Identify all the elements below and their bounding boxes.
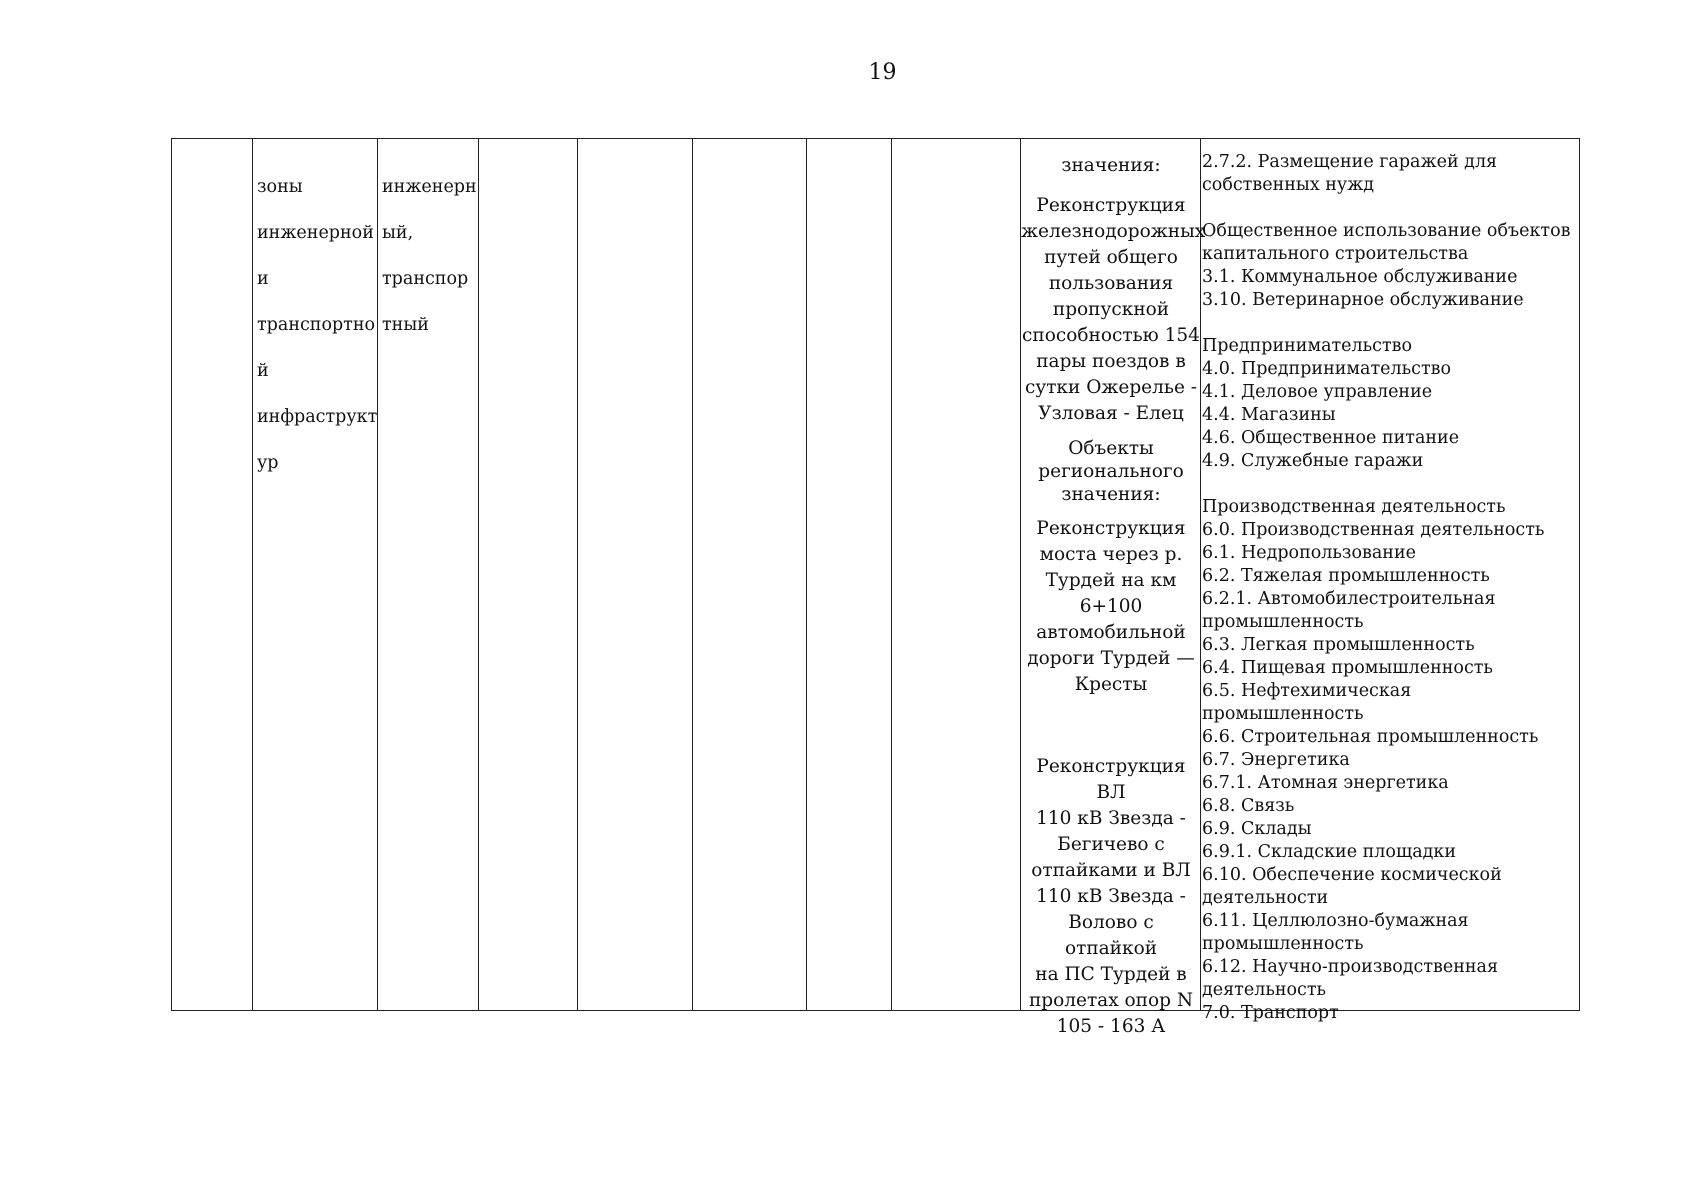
use-group: [1202, 496, 1577, 1025]
table-column-5: [578, 139, 693, 1010]
object-block: [1021, 153, 1201, 179]
object-block: [1021, 516, 1201, 698]
use-line: 7.0. Транспорт: [1202, 1003, 1339, 1023]
cell-line: 105 - 163 А: [1056, 1016, 1166, 1037]
cell-line: 110 кВ Звезда -: [1036, 808, 1186, 829]
cell-line: сутки Ожерелье -: [1024, 377, 1198, 398]
cell-line: Кресты: [1074, 674, 1148, 695]
cell-line: ур: [257, 453, 279, 473]
use-group: [1202, 335, 1577, 473]
use-line: 6.7. Энергетика: [1202, 750, 1350, 770]
cell-line: пролетах опор N: [1028, 990, 1194, 1011]
cell-line: Волово с отпайкой: [1064, 912, 1158, 959]
cell-line: инженерной: [257, 223, 374, 243]
object-block: [1021, 754, 1201, 1040]
cell-line: автомобильной: [1036, 622, 1186, 643]
use-line: 6.12. Научно-производственная: [1202, 957, 1499, 977]
cell-line: инфраструкт: [257, 407, 378, 427]
use-line: капитального строительства: [1202, 244, 1469, 264]
objects-cell: [1021, 153, 1206, 1040]
use-line: 6.10. Обеспечение космической: [1202, 865, 1502, 885]
cell-line: пары поездов в: [1036, 351, 1186, 372]
use-line: 6.7.1. Атомная энергетика: [1202, 773, 1449, 793]
use-line: Производственная деятельность: [1202, 497, 1506, 517]
cell-line: значения:: [1061, 155, 1161, 176]
cell-line: Объекты: [1068, 438, 1154, 459]
cell-line: отпайками и ВЛ: [1031, 860, 1191, 881]
use-group: [1202, 220, 1577, 312]
use-line: 6.6. Строительная промышленность: [1202, 727, 1539, 747]
cell-line: й: [257, 361, 269, 381]
use-line: 6.9.1. Складские площадки: [1202, 842, 1457, 862]
use-line: 6.11. Целлюлозно-бумажная: [1202, 911, 1469, 931]
use-line: 3.10. Ветеринарное обслуживание: [1202, 290, 1524, 310]
use-line: 6.4. Пищевая промышленность: [1202, 658, 1493, 678]
use-line: 6.3. Легкая промышленность: [1202, 635, 1475, 655]
use-line: 4.0. Предпринимательство: [1202, 359, 1452, 379]
table-column-8: [892, 139, 1021, 1010]
use-group: [1202, 151, 1577, 197]
cell-line: железнодорожных: [1021, 221, 1206, 242]
table-column-6: [693, 139, 807, 1010]
cell-line: способностью 154: [1022, 325, 1200, 346]
use-line: 4.4. Магазины: [1202, 405, 1336, 425]
cell-line: ый,: [382, 223, 414, 243]
use-line: 6.1. Недропользование: [1202, 543, 1416, 563]
cell-line: Узловая - Елец: [1038, 403, 1184, 424]
cell-line: 110 кВ Звезда -: [1036, 886, 1186, 907]
use-line: собственных нужд: [1202, 175, 1375, 195]
object-block: [1021, 193, 1206, 427]
page-number: 19: [868, 60, 897, 85]
cell-line: моста через р.: [1039, 544, 1183, 565]
use-line: 4.6. Общественное питание: [1202, 428, 1460, 448]
cell-line: транспор: [382, 269, 469, 289]
use-line: 6.9. Склады: [1202, 819, 1312, 839]
cell-line: значения:: [1061, 484, 1161, 505]
cell-line: путей общего: [1044, 247, 1178, 268]
use-line: промышленность: [1202, 934, 1364, 954]
use-line: 6.5. Нефтехимическая промышленность: [1202, 681, 1412, 724]
table-column-1: [172, 139, 253, 1010]
zone-type-cell: [382, 153, 477, 337]
cell-line: Реконструкция: [1036, 195, 1186, 216]
use-line: 3.1. Коммунальное обслуживание: [1202, 267, 1518, 287]
use-line: промышленность: [1202, 612, 1364, 632]
use-line: 2.7.2. Размещение гаражей для: [1202, 152, 1498, 172]
cell-line: и: [257, 269, 269, 289]
use-line: 6.2. Тяжелая промышленность: [1202, 566, 1490, 586]
zone-name-cell: [257, 153, 378, 475]
cell-line: дороги Турдей —: [1027, 648, 1195, 669]
use-line: деятельности: [1202, 888, 1329, 908]
cell-line: пользования: [1048, 273, 1174, 294]
use-line: Предпринимательство: [1202, 336, 1413, 356]
permitted-uses-cell: [1202, 151, 1577, 1048]
cell-line: Бегичево с: [1057, 834, 1165, 855]
cell-line: на ПС Турдей в: [1035, 964, 1187, 985]
table-column-7: [807, 139, 892, 1010]
cell-line: зоны: [257, 177, 303, 197]
use-line: 6.2.1. Автомобилестроительная: [1202, 589, 1496, 609]
cell-line: пропускной: [1052, 299, 1170, 320]
use-line: 6.0. Производственная деятельность: [1202, 520, 1545, 540]
use-line: 4.1. Деловое управление: [1202, 382, 1433, 402]
cell-line: тный: [382, 315, 429, 335]
cell-line: инженерн: [382, 177, 477, 197]
object-block: [1021, 437, 1201, 506]
use-line: 4.9. Служебные гаражи: [1202, 451, 1424, 471]
cell-line: Реконструкция ВЛ: [1036, 756, 1186, 803]
data-table: [171, 138, 1580, 1037]
cell-line: регионального: [1038, 461, 1184, 482]
cell-line: Реконструкция: [1036, 518, 1186, 539]
use-line: Общественное использование объектов: [1202, 221, 1571, 241]
use-line: деятельность: [1202, 980, 1327, 1000]
cell-line: Турдей на км 6+100: [1045, 570, 1177, 617]
cell-line: транспортно: [257, 315, 376, 335]
table-column-4: [479, 139, 578, 1010]
use-line: 6.8. Связь: [1202, 796, 1295, 816]
